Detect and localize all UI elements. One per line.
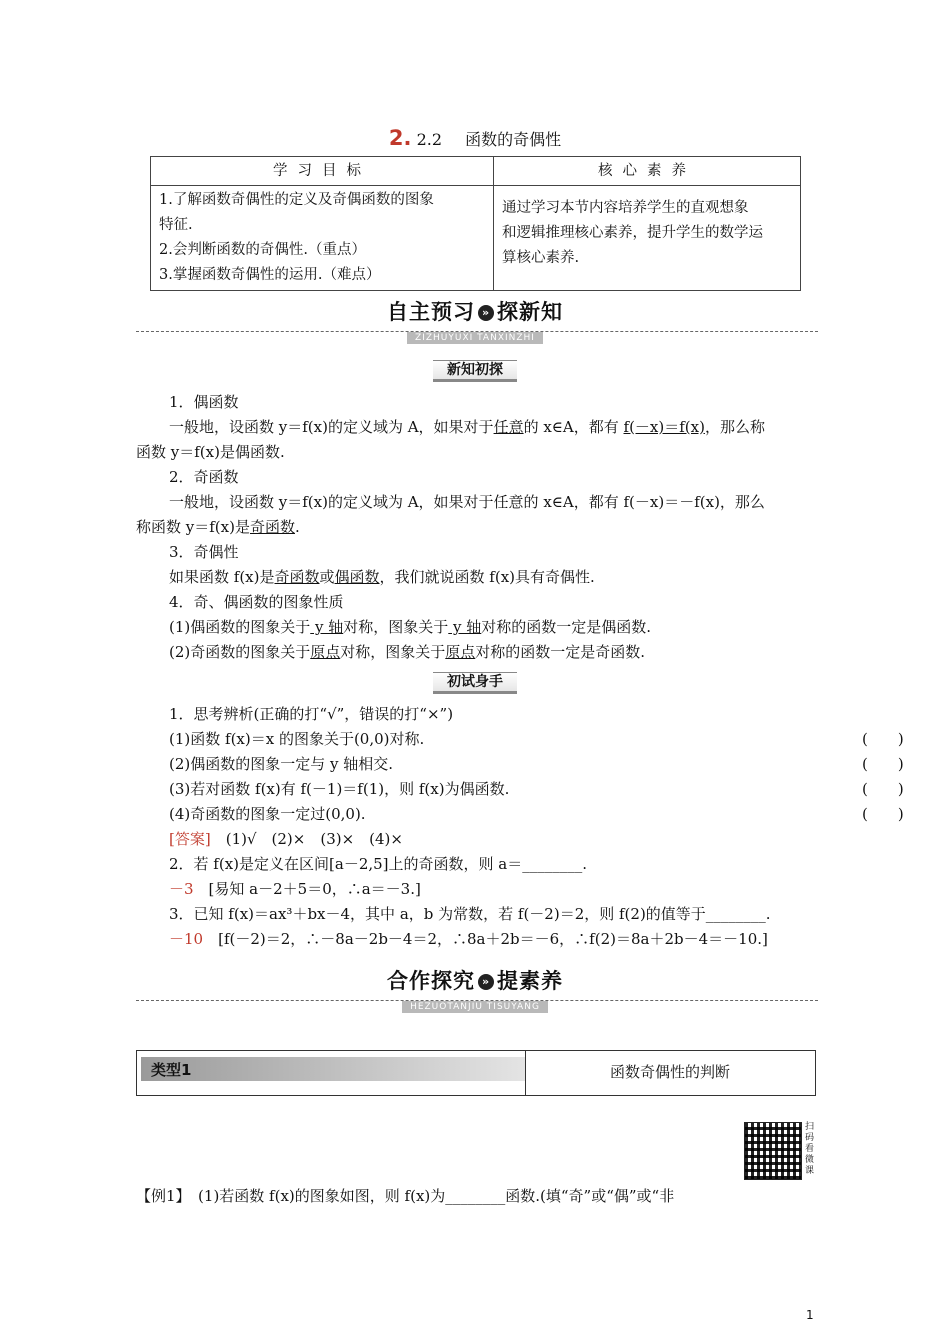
- tag-label: 新知初探: [433, 360, 517, 382]
- goal-line: 3.掌握函数奇偶性的运用.（难点）: [159, 267, 381, 283]
- s1-line1: 一般地，设函数 y＝f(x)的定义域为 A，如果对于任意的 x∈A，都有 f(－x)＝f(x)，那么称: [169, 418, 765, 436]
- section-number: 2.2: [416, 130, 443, 149]
- literacy-line: 和逻辑推理核心素养，提升学生的数学运: [502, 225, 763, 241]
- s4-head: 4．奇、偶函数的图象性质: [169, 593, 344, 611]
- goals-left-head: 学习目标: [151, 157, 494, 186]
- banner-title-a: 合作探究: [387, 969, 475, 993]
- goals-table: [150, 156, 801, 291]
- q3-text: 3．已知 f(x)＝ax³＋bx－4，其中 a，b 为常数，若 f(－2)＝2，则 f(2)的值等于________.: [169, 905, 771, 923]
- arrow-circle-icon: »: [478, 305, 494, 321]
- section-title: [0, 126, 950, 150]
- s2-line2: 称函数 y＝f(x)是奇函数.: [136, 518, 300, 536]
- q1-head: 1．思考辨析(正确的打“√”，错误的打“×”): [169, 705, 454, 723]
- tag-new-knowledge: [0, 360, 950, 382]
- q1-item: (2)偶函数的图象一定与 y 轴相交. ( ): [169, 755, 904, 773]
- banner-title: [387, 296, 563, 326]
- banner-subtitle: ZIZHUYUXI TANXINZHI: [407, 332, 543, 344]
- q2-answer: －3 [易知 a－2＋5＝0，∴a＝－3.]: [169, 880, 421, 898]
- banner-title-a: 自主预习: [387, 300, 475, 324]
- arrow-circle-icon: »: [478, 974, 494, 990]
- q1-item: (1)函数 f(x)＝x 的图象关于(0,0)对称. ( ): [169, 730, 904, 748]
- chapter-number: 2.: [388, 126, 412, 150]
- goals-right-cell: [494, 186, 801, 291]
- example-1: 【例1】 (1)若函数 f(x)的图象如图，则 f(x)为________函数.(填“奇”或“偶”或“非: [136, 1187, 675, 1205]
- s4-line1: (1)偶函数的图象关于 y 轴对称，图象关于 y 轴对称的函数一定是偶函数.: [169, 618, 652, 636]
- s4-line2: (2)奇函数的图象关于原点对称，图象关于原点对称的函数一定是奇函数.: [169, 643, 646, 661]
- goals-left-cell: [151, 186, 494, 291]
- banner-title: [387, 965, 563, 995]
- type-title: 函数奇偶性的判断: [609, 1063, 730, 1081]
- goal-line: 1.了解函数奇偶性的定义及奇偶函数的图象: [159, 192, 434, 208]
- banner-title-b: 提素养: [497, 969, 563, 993]
- banner-subtitle: HEZUOTANJIU TISUYANG: [402, 1001, 548, 1013]
- type-label-bg: [141, 1057, 525, 1081]
- tag-try: [0, 672, 950, 694]
- s2-head: 2．奇函数: [169, 468, 239, 486]
- s1-line2: 函数 y＝f(x)是偶函数.: [136, 443, 285, 461]
- literacy-line: 算核心素养.: [502, 250, 580, 266]
- type-box: [136, 1050, 816, 1096]
- s2-line1: 一般地，设函数 y＝f(x)的定义域为 A，如果对于任意的 x∈A，都有 f(－x)＝－f(x)，那么: [169, 493, 765, 511]
- qr-label: 扫码看微课: [805, 1122, 815, 1176]
- q1-answer: [答案] (1)√ (2)× (3)× (4)×: [169, 830, 403, 848]
- qr-code-icon[interactable]: [744, 1122, 802, 1180]
- q2-text: 2．若 f(x)是定义在区间[a－2,5]上的奇函数，则 a＝________.: [169, 855, 588, 873]
- banner-explore: [0, 965, 950, 1013]
- goal-line: 特征.: [159, 217, 193, 233]
- q1-item: (4)奇函数的图象一定过(0,0). ( ): [169, 805, 904, 823]
- page-number: 1: [806, 1308, 814, 1322]
- type-label: 类型1: [151, 1061, 192, 1079]
- q1-item: (3)若对函数 f(x)有 f(－1)＝f(1)，则 f(x)为偶函数. ( ): [169, 780, 904, 798]
- q3-answer: －10 [f(－2)＝2，∴－8a－2b－4＝2，∴8a＋2b＝－6，∴f(2)＝8a＋2b－4＝－10.]: [169, 930, 768, 948]
- banner-title-b: 探新知: [497, 300, 563, 324]
- goals-right-head: 核心素养: [494, 157, 801, 186]
- s1-head: 1．偶函数: [169, 393, 239, 411]
- literacy-line: 通过学习本节内容培养学生的直观想象: [502, 200, 749, 216]
- section-title-text: 函数的奇偶性: [465, 130, 562, 149]
- tag-label: 初试身手: [433, 672, 517, 694]
- s3-line1: 如果函数 f(x)是奇函数或偶函数，我们就说函数 f(x)具有奇偶性.: [169, 568, 595, 586]
- banner-preview: [0, 296, 950, 344]
- goal-line: 2.会判断函数的奇偶性.（重点）: [159, 242, 366, 258]
- s3-head: 3．奇偶性: [169, 543, 239, 561]
